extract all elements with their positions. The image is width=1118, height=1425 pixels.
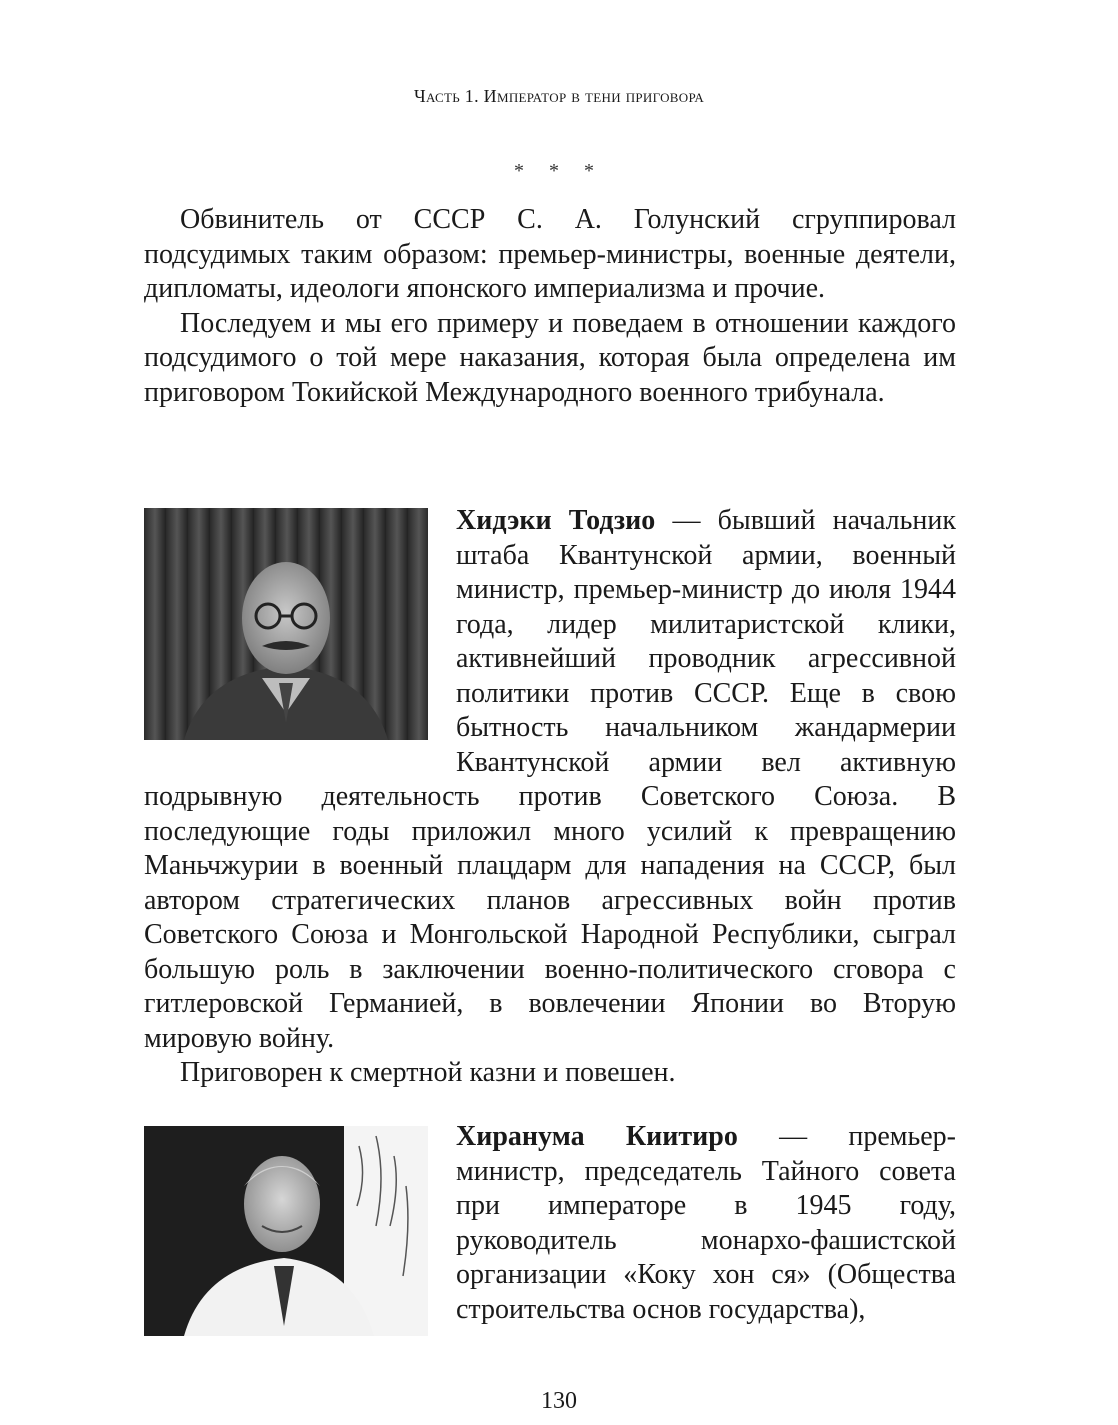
entry-tojo-name: Хидэки Тодзио (456, 505, 656, 536)
portrait-hiranuma (144, 1126, 428, 1336)
entry-tojo (144, 504, 956, 1091)
entry-tojo-text: — бывший начальник штаба Квантунской армии, военный министр, премьер-министр до июля 1944 года, лидер милитаристской клики, активнейший проводник агрессивной политики против СССР. Еще в свою бытность начальником жандармерии Квантунской армии вел активную подрывную деятельность против Советского Союза. В последующие годы приложил много усилий к превращению Маньчжурии в военный плацдарм для нападения на СССР, был автором стратегических планов агрессивных войн против Советского Союза и Монгольской Народной Республики, сыграл большую роль в заключении военно-политического сговора с гитлеровской Германией, в вовлечении Японии во Вторую мировую войну. (144, 505, 956, 1054)
intro-section (144, 203, 956, 410)
entry-hiranuma (144, 1120, 956, 1346)
entry-tojo-sentence: Приговорен к смертной казни и повешен. (180, 1057, 676, 1088)
intro-paragraph-2: Последуем и мы его примеру и поведаем в отношении каждого подсудимого о той мере наказания, которая была определена им приговором Токийской Международного военного трибунала. (144, 307, 956, 408)
intro-paragraph-1: Обвинитель от СССР С. А. Голунский сгруппировал подсудимых таким образом: премьер-министры, военные деятели, дипломаты, идеологи японского империализма и прочие. (144, 204, 956, 304)
section-separator: * * * (514, 160, 604, 182)
entry-hiranuma-name: Хиранума Киитиро (456, 1121, 738, 1152)
page-number: 130 (541, 1388, 577, 1414)
running-header: Часть 1. Император в тени приговора (413, 86, 705, 106)
entry-hiranuma-text: — премьер-министр, председатель Тайного совета при императоре в 1945 году, руководитель монархо-фашистской организации «Коку хон ся» (Общества строительства основ государства), (456, 1121, 956, 1325)
portrait-tojo (144, 508, 428, 740)
